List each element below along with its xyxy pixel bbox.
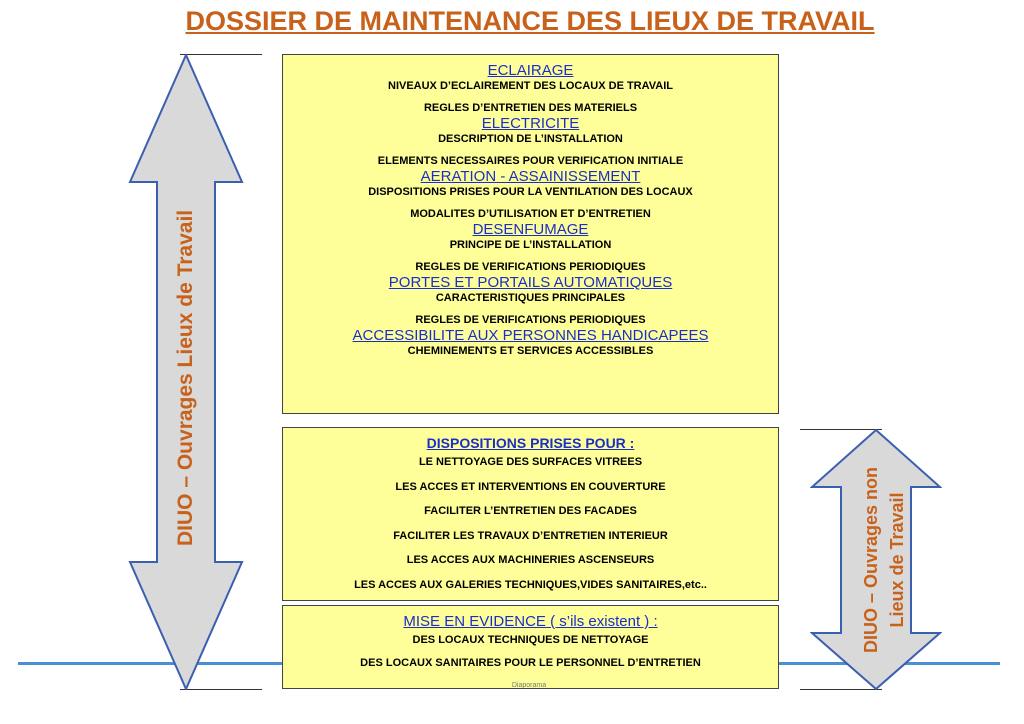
right-arrow-label-line1: DIUO – Ouvrages non <box>861 466 881 653</box>
section-accessibilite <box>283 327 778 358</box>
page-title: DOSSIER DE MAINTENANCE DES LIEUX DE TRAVAIL <box>185 6 875 36</box>
mise-en-evidence-heading: MISE EN EVIDENCE ( s’ils existent ) : <box>403 613 658 630</box>
dispositions-heading: DISPOSITIONS PRISES POUR : <box>426 435 635 451</box>
section-item: REGLES DE VERIFICATIONS PERIODIQUES <box>415 314 646 326</box>
section-item: CARACTERISTIQUES PRINCIPALES <box>435 292 626 304</box>
right-arrow-label-line2: Lieux de Travail <box>887 492 907 628</box>
section-portes <box>283 274 778 327</box>
section-electricite <box>283 115 778 168</box>
left-arrow-label: DIUO – Ouvrages Lieux de Travail <box>174 209 197 546</box>
section-item: DESCRIPTION DE L’INSTALLATION <box>438 133 623 145</box>
dispositions-item: LES ACCES AUX MACHINERIES ASCENSEURS <box>406 554 655 566</box>
section-heading: AERATION - ASSAINISSEMENT <box>420 168 641 185</box>
section-aeration <box>283 168 778 221</box>
section-heading: ELECTRICITE <box>481 115 580 132</box>
section-heading: ACCESSIBILITE AUX PERSONNES HANDICAPEES <box>352 327 709 344</box>
footer-caption: Diaporama <box>511 682 547 689</box>
section-item: REGLES D’ENTRETIEN DES MATERIELS <box>423 102 638 114</box>
section-heading: ECLAIRAGE <box>487 62 574 79</box>
right-arrow-label <box>858 467 910 653</box>
mise-en-evidence-box <box>282 605 779 689</box>
dispositions-item: LES ACCES AUX GALERIES TECHNIQUES,VIDES SANITAIRES,etc.. <box>354 578 707 591</box>
section-item: CHEMINEMENTS ET SERVICES ACCESSIBLES <box>407 345 654 357</box>
section-item: ELEMENTS NECESSAIRES POUR VERIFICATION INITIALE <box>377 155 684 167</box>
section-item: PRINCIPE DE L’INSTALLATION <box>449 239 612 251</box>
section-desenfumage <box>283 221 778 274</box>
mise-en-evidence-item: DES LOCAUX SANITAIRES POUR LE PERSONNEL D’ENTRETIEN <box>360 657 701 669</box>
dispositions-item: LES ACCES ET INTERVENTIONS EN COUVERTURE <box>395 480 666 493</box>
dispositions-box <box>282 427 779 601</box>
section-heading: PORTES ET PORTAILS AUTOMATIQUES <box>388 274 673 291</box>
mise-en-evidence-item: DES LOCAUX TECHNIQUES DE NETTOYAGE <box>412 634 649 646</box>
dispositions-item: LE NETTOYAGE DES SURFACES VITREES <box>418 456 643 468</box>
section-heading: DESENFUMAGE <box>472 221 589 238</box>
dispositions-item: FACILITER LES TRAVAUX D’ENTRETIEN INTERIEUR <box>393 529 668 542</box>
section-item: NIVEAUX D’ECLAIREMENT DES LOCAUX DE TRAVAIL <box>388 80 673 92</box>
equipment-box <box>282 54 779 414</box>
section-item: MODALITES D’UTILISATION ET D’ENTRETIEN <box>410 208 651 220</box>
section-eclairage <box>283 62 778 115</box>
section-item: DISPOSITIONS PRISES POUR LA VENTILATION DES LOCAUX <box>368 186 693 198</box>
section-item: REGLES DE VERIFICATIONS PERIODIQUES <box>415 261 646 273</box>
dispositions-item: FACILITER L’ENTRETIEN DES FACADES <box>424 505 637 517</box>
